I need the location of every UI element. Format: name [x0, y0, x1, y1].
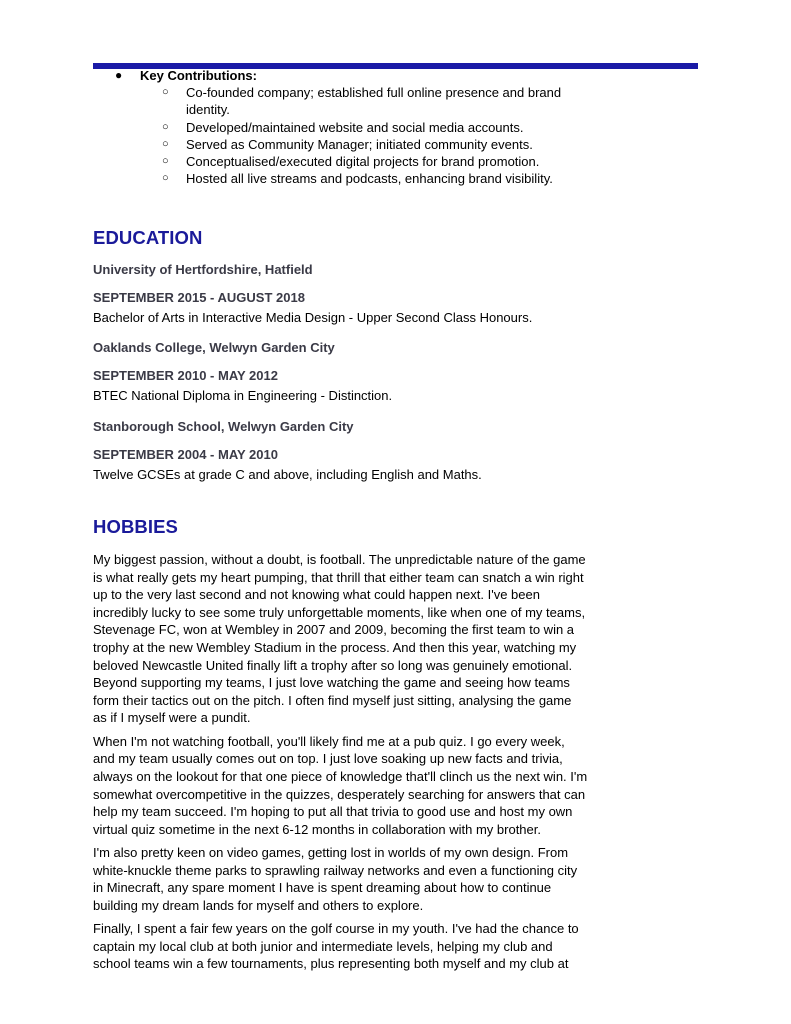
hobbies-text — [93, 551, 588, 979]
circle-bullet-icon: ○ — [162, 137, 169, 150]
circle-bullet-icon: ○ — [162, 155, 169, 168]
education-dates: SEPTEMBER 2015 - AUGUST 2018 — [93, 290, 305, 305]
education-description: Bachelor of Arts in Interactive Media Design - Upper Second Class Honours. — [93, 310, 533, 325]
education-dates: SEPTEMBER 2010 - MAY 2012 — [93, 368, 278, 383]
hobbies-heading: HOBBIES — [93, 516, 178, 537]
bullet-icon: ● — [115, 68, 123, 82]
list-item: ○ Co-founded company; established full online presence and brand identity. — [162, 85, 562, 118]
circle-bullet-icon: ○ — [162, 120, 169, 133]
list-item: ○ Served as Community Manager; initiated community events. — [162, 136, 533, 152]
education-dates: SEPTEMBER 2004 - MAY 2010 — [93, 447, 278, 462]
contributions-list — [93, 84, 693, 187]
contributions-title: ● Key Contributions: — [115, 68, 257, 83]
list-item: ○ Hosted all live streams and podcasts, enhancing brand visibility. — [162, 171, 553, 187]
hobbies-paragraph: Finally, I spent a fair few years on the golf course in my youth. I've had the chance to captain my local club at both junior and intermediate levels, helping my club and school teams win a few tournaments, plus representing both myself and my club at — [93, 921, 579, 972]
key-contributions — [93, 67, 693, 187]
hobbies-paragraph: My biggest passion, without a doubt, is football. The unpredictable nature of the game is what really gets my heart pumping, that thrill that either team can snatch a win right up to the very last second and not knowing what could happen next. I've been incredibly lucky to see some truly unforgettable moments, like when one of my teams, Stevenage FC, won at Wembley in 2007 and 2009, becoming the first team to win a trophy at the new Wembley Stadium in the process. And then this year, watching my beloved Newcastle United finally lift a trophy after so long was genuinely emotional. Beyond supporting my teams, I just love watching the game and seeing how teams form their tactics out on the pitch. I often find myself just sitting, analysing the game as if I myself were a pundit. — [93, 552, 586, 726]
circle-bullet-icon: ○ — [162, 86, 169, 99]
circle-bullet-icon: ○ — [162, 172, 169, 185]
education-description: Twelve GCSEs at grade C and above, including English and Maths. — [93, 467, 482, 482]
hobbies-paragraph: I'm also pretty keen on video games, getting lost in worlds of my own design. From white-knuckle theme parks to sprawling railway networks and even a functioning city in Minecraft, any spare moment I have is spent dreaming about how to continue building my dream lands for myself and others to explore. — [93, 845, 578, 913]
education-school: Stanborough School, Welwyn Garden City — [93, 419, 354, 434]
education-heading: EDUCATION — [93, 227, 203, 248]
education-description: BTEC National Diploma in Engineering - Distinction. — [93, 388, 393, 403]
education-school: Oaklands College, Welwyn Garden City — [93, 340, 335, 355]
list-item: ○ Developed/maintained website and social media accounts. — [162, 119, 524, 135]
education-school: University of Hertfordshire, Hatfield — [93, 262, 313, 277]
list-item: ○ Conceptualised/executed digital projects for brand promotion. — [162, 154, 540, 170]
hobbies-paragraph: When I'm not watching football, you'll likely find me at a pub quiz. I go every week, and my team usually comes out on top. I just love soaking up new facts and trivia, always on the lookout for that one piece of knowledge that'll clinch us the next win. I'm somewhat overcompetitive in the quizzes, desperately searching for answers that can help my team succeed. I'm hoping to put all that trivia to good use and host my own virtual quiz sometime in the next 6-12 months in collaboration with my brother. — [93, 733, 588, 837]
